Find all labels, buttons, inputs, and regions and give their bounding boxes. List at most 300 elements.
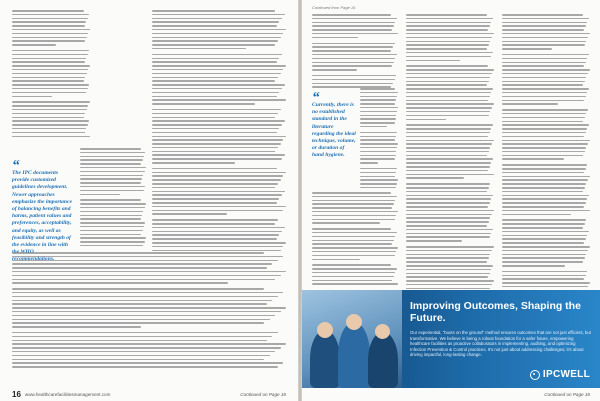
text-line [406, 158, 493, 160]
person-figure [338, 322, 370, 388]
text-line [312, 283, 398, 285]
text-line [502, 172, 584, 174]
text-line [502, 158, 564, 160]
text-line [152, 58, 279, 60]
text-line [502, 140, 590, 142]
text-line [152, 162, 235, 164]
text-line [406, 236, 490, 238]
text-line [406, 88, 493, 90]
text-line [502, 254, 586, 256]
text-line [406, 206, 488, 208]
text-line [312, 211, 398, 213]
text-line [152, 175, 283, 177]
text-line [312, 240, 394, 242]
text-line [152, 231, 282, 233]
text-line [152, 73, 281, 75]
text-line [12, 54, 88, 56]
text-line [12, 282, 228, 284]
text-line [502, 227, 583, 229]
text-line [502, 168, 586, 170]
text-line [312, 18, 397, 20]
text-line [502, 14, 583, 16]
text-line [312, 215, 396, 217]
text-line [80, 182, 141, 184]
text-line [360, 115, 396, 117]
text-line [80, 156, 144, 158]
text-line [80, 234, 141, 236]
text-line [312, 264, 391, 266]
text-line [152, 143, 281, 145]
ad-text [410, 300, 592, 358]
text-line [152, 120, 285, 122]
text-line [80, 245, 143, 247]
advertisement[interactable] [302, 290, 600, 388]
text-line [80, 215, 142, 217]
text-line [312, 255, 395, 257]
right-column-1c [312, 192, 398, 287]
text-line [312, 54, 397, 56]
text-line [406, 96, 490, 98]
text-line [406, 202, 490, 204]
right-continued-label: Continued on Page 18 [544, 391, 590, 397]
text-line [406, 115, 489, 117]
text-line [12, 113, 85, 115]
text-line [406, 174, 494, 176]
left-footer [12, 387, 286, 401]
text-line [406, 240, 462, 242]
text-line [12, 263, 272, 265]
text-line [502, 22, 587, 24]
text-line [406, 195, 493, 197]
text-line [360, 172, 396, 174]
text-line [12, 315, 275, 317]
text-line [12, 275, 281, 277]
text-line [502, 238, 586, 240]
text-line [312, 232, 397, 234]
text-line [406, 246, 494, 248]
text-line [12, 25, 85, 27]
text-line [312, 247, 398, 249]
text-line [406, 265, 493, 267]
left-column-1b [80, 148, 146, 249]
ipcwell-logo[interactable]: IPCWELL [530, 369, 590, 380]
text-line [152, 147, 278, 149]
text-line [152, 18, 282, 20]
text-line [312, 276, 394, 278]
right-footer [312, 387, 590, 401]
text-line [312, 50, 391, 52]
text-line [152, 179, 281, 181]
text-line [502, 48, 552, 50]
text-line [502, 88, 589, 90]
text-line [152, 103, 255, 105]
text-line [80, 203, 146, 205]
text-line [152, 187, 275, 189]
text-line [80, 207, 145, 209]
text-line [12, 296, 278, 298]
text-line [312, 222, 380, 224]
text-line [12, 366, 278, 368]
text-line [406, 191, 487, 193]
text-line [360, 88, 395, 90]
text-line [360, 162, 378, 164]
text-line [502, 278, 584, 280]
text-line [312, 29, 392, 31]
text-line [152, 198, 279, 200]
text-line [406, 25, 490, 27]
text-line [406, 56, 491, 58]
text-line [312, 43, 395, 45]
text-line [12, 120, 89, 122]
text-line [12, 84, 89, 86]
text-line [80, 226, 144, 228]
text-line [406, 155, 487, 157]
text-line [502, 214, 571, 216]
text-line [406, 136, 488, 138]
text-line [406, 284, 492, 286]
text-line [152, 136, 286, 138]
text-line [312, 69, 357, 71]
text-line [406, 69, 494, 71]
text-line [80, 167, 146, 169]
text-line [360, 92, 398, 94]
text-line [406, 162, 491, 164]
text-line [406, 140, 494, 142]
text-line [502, 179, 588, 181]
text-line [502, 44, 585, 46]
text-line [406, 60, 460, 62]
text-line [502, 103, 558, 105]
text-line [312, 259, 360, 261]
text-line [312, 243, 392, 245]
text-line [152, 206, 286, 208]
right-column-1b [360, 88, 398, 191]
text-line [12, 40, 85, 42]
quote-mark-icon: “ [12, 158, 20, 174]
text-line [406, 29, 488, 31]
text-line [152, 77, 278, 79]
text-line [12, 80, 84, 82]
text-line [406, 276, 488, 278]
text-line [360, 183, 397, 185]
text-line [406, 254, 490, 256]
text-line [312, 228, 391, 230]
text-line [360, 122, 395, 124]
text-line [80, 148, 141, 150]
text-line [152, 238, 277, 240]
person-head [375, 324, 390, 339]
text-line [12, 21, 86, 23]
text-line [152, 109, 281, 111]
text-line [12, 61, 85, 63]
text-line [406, 77, 490, 79]
text-line [502, 271, 587, 273]
text-line [406, 143, 492, 145]
left-continued-label: Continued on Page 18 [240, 391, 286, 397]
text-line [312, 25, 394, 27]
text-line [152, 183, 278, 185]
text-line [406, 229, 493, 231]
text-line [152, 99, 286, 101]
text-line [502, 124, 589, 126]
text-line [12, 267, 267, 269]
text-line [502, 25, 586, 27]
text-line [80, 159, 143, 161]
text-line [152, 250, 281, 252]
text-line [502, 286, 588, 288]
text-line [406, 44, 489, 46]
text-line [406, 250, 492, 252]
text-line [502, 235, 587, 237]
text-line [406, 132, 490, 134]
text-line [502, 219, 586, 221]
text-line [12, 343, 286, 345]
text-line [12, 33, 88, 35]
text-line [152, 37, 281, 39]
text-line [406, 273, 490, 275]
text-line [12, 132, 85, 134]
text-line [312, 196, 397, 198]
text-line [360, 139, 395, 141]
text-line [502, 246, 590, 248]
text-line [312, 65, 392, 67]
text-line [502, 155, 583, 157]
page-number: 16 [12, 389, 21, 399]
text-line [152, 168, 277, 170]
text-line [12, 279, 275, 281]
text-line [152, 154, 285, 156]
left-column-bottom [12, 252, 286, 370]
text-line [406, 257, 489, 259]
text-line [12, 303, 267, 305]
text-line [502, 92, 587, 94]
text-line [312, 62, 394, 64]
text-line [502, 100, 584, 102]
text-line [502, 275, 586, 277]
text-line [502, 18, 589, 20]
right-column-3 [502, 14, 590, 297]
text-line [12, 50, 89, 52]
text-line [80, 175, 143, 177]
text-line [12, 292, 283, 294]
text-line [502, 206, 584, 208]
text-line [12, 88, 88, 90]
text-line [502, 265, 565, 267]
text-line [406, 214, 492, 216]
text-line [12, 326, 141, 328]
text-line [502, 151, 585, 153]
text-line [406, 22, 491, 24]
text-line [12, 136, 90, 138]
footer-site: www.healthcarefacilitiesmanagement.com [24, 391, 111, 397]
text-line [312, 280, 392, 282]
text-line [502, 176, 590, 178]
text-line [360, 103, 395, 105]
text-line [406, 261, 487, 263]
text-line [12, 124, 88, 126]
text-line [152, 210, 283, 212]
text-line [406, 210, 494, 212]
quote-mark-icon: “ [312, 90, 320, 106]
text-line [502, 143, 588, 145]
text-line [502, 164, 587, 166]
text-line [312, 14, 391, 16]
text-line [360, 168, 397, 170]
text-line [152, 65, 286, 67]
text-line [152, 158, 282, 160]
text-line [152, 88, 282, 90]
text-line [406, 177, 464, 179]
text-line [360, 107, 398, 109]
text-line [502, 77, 586, 79]
text-line [360, 99, 396, 101]
text-line [152, 29, 286, 31]
text-line [406, 128, 491, 130]
text-line [152, 96, 277, 98]
text-line [12, 319, 270, 321]
text-line [502, 183, 586, 185]
text-line [406, 41, 490, 43]
text-line [502, 250, 588, 252]
text-line [360, 158, 395, 160]
text-line [502, 257, 585, 259]
text-line [152, 132, 277, 134]
text-line [152, 172, 286, 174]
text-line [502, 128, 587, 130]
text-line [502, 191, 583, 193]
text-line [502, 37, 588, 39]
text-line [406, 107, 492, 109]
right-column-2 [406, 14, 494, 295]
text-line [406, 100, 488, 102]
text-line [360, 187, 396, 189]
text-line [312, 192, 391, 194]
text-line [406, 221, 489, 223]
text-line [80, 241, 145, 243]
text-line [406, 14, 487, 16]
text-line [152, 48, 246, 50]
text-line [406, 111, 490, 113]
text-line [502, 210, 590, 212]
text-line [152, 10, 275, 12]
text-line [406, 92, 491, 94]
text-line [152, 21, 279, 23]
text-line [12, 252, 264, 254]
text-line [152, 14, 285, 16]
text-line [312, 58, 395, 60]
text-line [80, 222, 145, 224]
text-line [12, 14, 89, 16]
text-line [12, 58, 86, 60]
text-line [152, 194, 282, 196]
text-line [80, 237, 146, 239]
text-line [12, 347, 281, 349]
text-line [12, 109, 87, 111]
ad-photo [302, 290, 402, 388]
text-line [12, 69, 88, 71]
text-line [406, 65, 488, 67]
text-line [80, 218, 141, 220]
text-line [312, 33, 398, 35]
text-line [502, 81, 585, 83]
text-line [502, 202, 586, 204]
text-line [406, 151, 489, 153]
text-line [360, 136, 396, 138]
text-line [312, 200, 395, 202]
text-line [360, 147, 397, 149]
text-line [502, 121, 583, 123]
person-head [346, 314, 362, 330]
text-line [502, 282, 590, 284]
text-line [502, 73, 588, 75]
text-line [152, 191, 285, 193]
text-line [80, 178, 142, 180]
text-line [152, 54, 282, 56]
text-line [312, 236, 395, 238]
text-line [12, 300, 272, 302]
text-line [406, 103, 494, 105]
text-line [502, 132, 586, 134]
text-line [12, 65, 90, 67]
text-line [312, 268, 397, 270]
text-line [12, 362, 283, 364]
text-line [12, 18, 88, 20]
text-line [502, 58, 587, 60]
text-line [12, 260, 278, 262]
text-line [12, 351, 275, 353]
text-line [406, 18, 493, 20]
text-line [406, 33, 494, 35]
text-line [12, 359, 264, 361]
text-line [152, 33, 283, 35]
text-line [312, 37, 358, 39]
text-line [152, 80, 275, 82]
text-line [502, 96, 586, 98]
text-line [406, 166, 490, 168]
text-line [152, 117, 275, 119]
left-column-2 [152, 10, 286, 253]
text-line [12, 29, 90, 31]
text-line [80, 194, 120, 196]
text-line [406, 48, 487, 50]
text-line [152, 61, 277, 63]
text-line [312, 75, 396, 77]
text-line [502, 195, 589, 197]
text-line [312, 272, 395, 274]
text-line [502, 109, 588, 111]
ad-title: Improving Outcomes, Shaping the Future. [410, 300, 581, 324]
text-line [80, 230, 143, 232]
text-line [12, 101, 90, 103]
text-line [12, 92, 86, 94]
right-continued-from: Continued from Page 16 [312, 5, 356, 10]
text-line [12, 336, 272, 338]
text-line [152, 128, 279, 130]
text-line [502, 84, 583, 86]
text-line [502, 54, 589, 56]
text-line [406, 187, 489, 189]
text-line [360, 111, 397, 113]
text-line [12, 355, 270, 357]
text-line [406, 52, 493, 54]
text-line [12, 128, 86, 130]
text-line [360, 132, 397, 134]
left-page [0, 0, 298, 401]
text-line [152, 202, 277, 204]
text-line [406, 84, 487, 86]
text-line [12, 44, 56, 46]
left-pull-quote: “ The IPC documents provide customized guidelines development. Newer approaches emphasize the importance of balancing benefits and harms, patient values and preferences, acceptability, and equity, as well as feasibility and strength of the evidence in line with [12, 160, 74, 264]
